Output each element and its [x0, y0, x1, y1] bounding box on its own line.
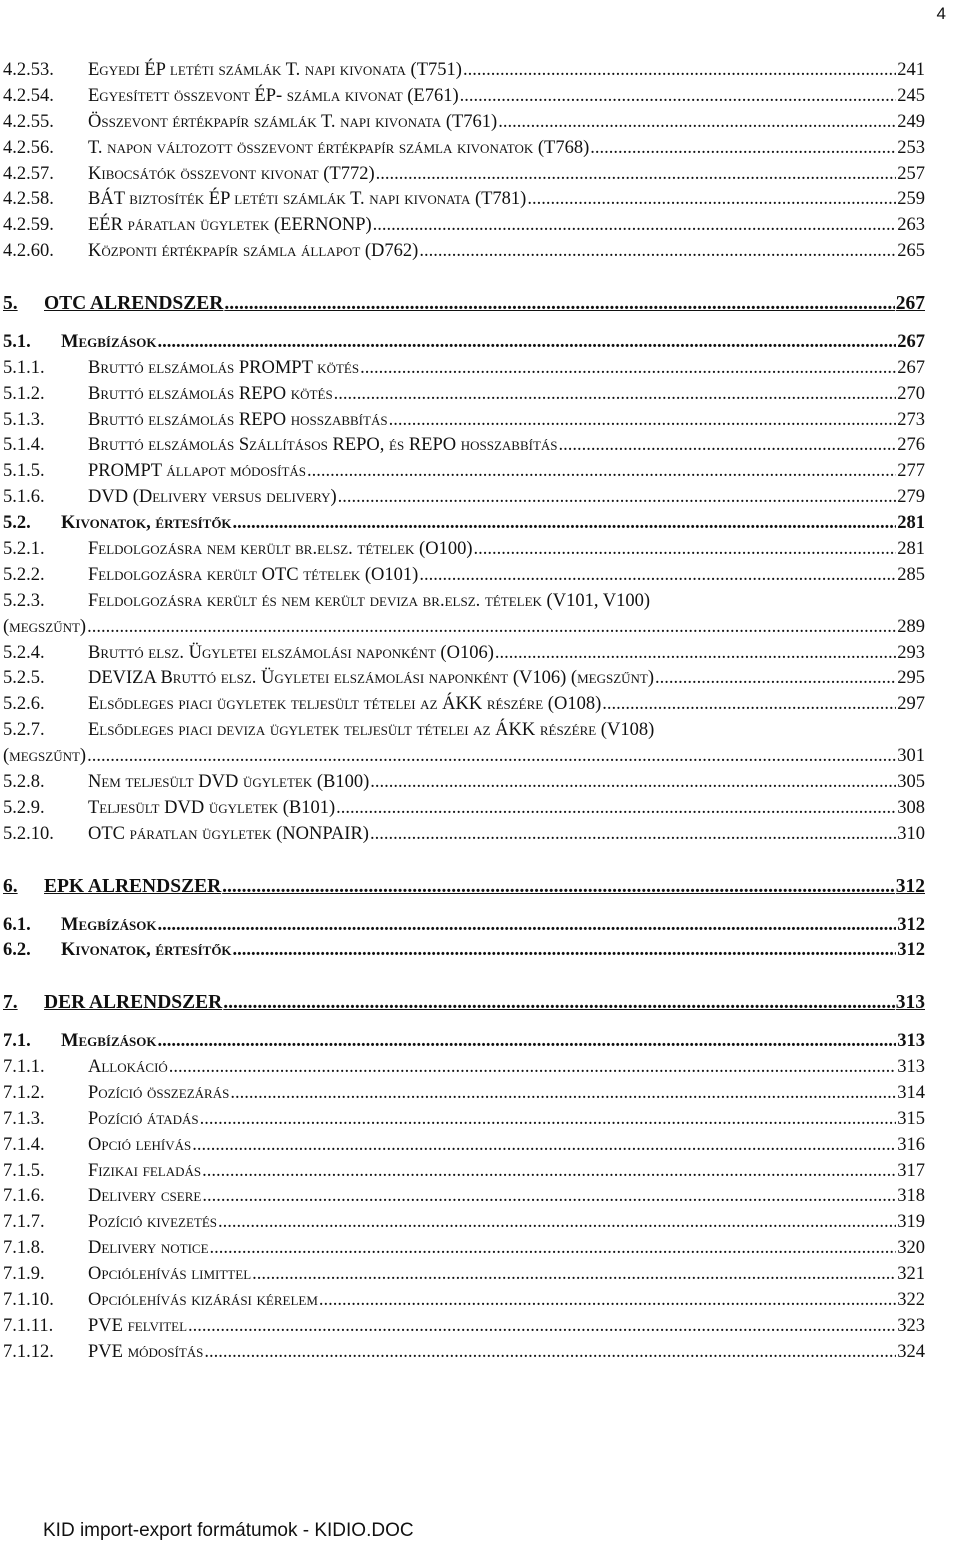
- toc-entry-title: Bruttó elszámolás PROMPT kötés: [88, 357, 360, 378]
- toc-entry-page: 267: [897, 331, 925, 352]
- toc-entry-number: 4.2.56.: [3, 137, 54, 158]
- toc-entry[interactable]: [3, 874, 925, 900]
- toc-entry-number: 5.: [3, 293, 18, 315]
- toc-entry-page: 319: [897, 1212, 925, 1233]
- toc-entry-title: Megbízások: [61, 914, 157, 935]
- toc-entry-number: 7.1.11.: [3, 1315, 54, 1336]
- toc-entry[interactable]: [3, 1210, 925, 1236]
- toc-entry[interactable]: [3, 1081, 925, 1107]
- toc-entry-page: 270: [897, 383, 925, 404]
- toc-spacer: [3, 265, 925, 291]
- toc-dot-leader: [590, 136, 896, 162]
- toc-entry-title: DEVIZA Bruttó elsz. Ügyletei elszámolási naponként (V106) (megszűnt): [88, 668, 655, 689]
- toc-entry[interactable]: [3, 162, 925, 188]
- toc-dot-leader: [336, 796, 896, 822]
- toc-entry[interactable]: [3, 485, 925, 511]
- toc-dot-leader: [307, 459, 896, 485]
- toc-entry-title: Elsődleges piaci ügyletek teljesült tételei az ÁKK részére (O108): [88, 694, 602, 715]
- toc-entry-number: 5.1.6.: [3, 487, 45, 508]
- toc-entry-page: 312: [897, 940, 925, 961]
- toc-dot-leader: [223, 990, 894, 1016]
- toc-entry-title: Opciólehívás limittel: [88, 1264, 252, 1285]
- toc-entry-page: 324: [897, 1341, 925, 1362]
- toc-entry-title: Delivery notice: [88, 1238, 209, 1259]
- toc-entry[interactable]: [3, 213, 925, 239]
- toc-entry-title: Megbízások: [61, 1031, 157, 1052]
- toc-entry-page: 321: [897, 1264, 925, 1285]
- toc-dot-leader: [252, 1262, 896, 1288]
- toc-entry-page: 313: [897, 1031, 925, 1052]
- toc-entry-number: 4.2.58.: [3, 189, 54, 210]
- toc-dot-leader: [655, 666, 896, 692]
- toc-entry[interactable]: [3, 1314, 925, 1340]
- toc-dot-leader: [218, 1210, 896, 1236]
- toc-entry-page: 293: [897, 642, 925, 663]
- toc-dot-leader: [202, 1159, 896, 1185]
- toc-entry-title: Fizikai feladás: [88, 1160, 202, 1181]
- toc-entry[interactable]: [3, 110, 925, 136]
- toc-entry-number: 7.1.2.: [3, 1082, 45, 1103]
- toc-entry-page: 267: [897, 357, 925, 378]
- toc-entry-number: 6.2.: [3, 940, 31, 961]
- toc-entry-page: 285: [897, 564, 925, 585]
- toc-dot-leader: [376, 162, 897, 188]
- toc-entry-title: DVD (Delivery versus delivery): [88, 487, 337, 508]
- toc-entry-title: Delivery csere: [88, 1186, 202, 1207]
- toc-entry-page: 313: [895, 992, 925, 1014]
- toc-entry[interactable]: [3, 356, 925, 382]
- toc-entry[interactable]: [3, 913, 925, 939]
- toc-entry-title: PVE felvitel: [88, 1315, 188, 1336]
- toc-entry-number: 7.1.8.: [3, 1238, 45, 1259]
- toc-entry-title: Bruttó elszámolás REPO kötés: [88, 383, 333, 404]
- toc-entry[interactable]: [3, 1107, 925, 1133]
- toc-entry-title: Feldolgozásra került OTC tételek (O101): [88, 564, 419, 585]
- toc-entry-page: 322: [897, 1289, 925, 1310]
- toc-entry-continuation[interactable]: [3, 615, 925, 641]
- toc-spacer: [3, 900, 925, 913]
- toc-entry-number: 6.1.: [3, 914, 31, 935]
- toc-dot-leader: [370, 770, 896, 796]
- toc-entry-page: 323: [897, 1315, 925, 1336]
- toc-entry[interactable]: [3, 990, 925, 1016]
- toc-entry-page: 289: [897, 616, 925, 637]
- toc-entry-title: Feldolgozásra nem került br.elsz. tételek (O100): [88, 539, 473, 560]
- toc-dot-leader: [192, 1133, 896, 1159]
- toc-entry-title: BÁT biztosíték ÉP letéti számlák T. napi kivonata (T781): [88, 189, 527, 210]
- toc-entry[interactable]: [3, 938, 925, 964]
- toc-entry-page: 257: [897, 163, 925, 184]
- table-of-contents: [3, 58, 925, 1366]
- toc-entry-number: 7.1.10.: [3, 1289, 54, 1310]
- toc-spacer: [3, 317, 925, 330]
- toc-entry-page: 308: [897, 797, 925, 818]
- toc-entry-title: Kivonatok, értesítők: [61, 513, 232, 534]
- toc-entry-title: EPK ALRENDSZER: [44, 875, 222, 897]
- toc-dot-leader: [498, 110, 896, 136]
- toc-entry-number: 5.2.6.: [3, 694, 45, 715]
- toc-entry-title: Teljesült DVD ügyletek (B101): [88, 797, 336, 818]
- toc-dot-leader: [473, 537, 896, 563]
- toc-entry-page: 295: [897, 668, 925, 689]
- toc-entry-number: 5.2.8.: [3, 772, 45, 793]
- toc-entry-title: Pozíció összezárás: [88, 1082, 230, 1103]
- toc-dot-leader: [233, 511, 897, 537]
- toc-entry-number: 7.1.: [3, 1031, 31, 1052]
- toc-entry-page: 259: [897, 189, 925, 210]
- toc-entry-title: Nem teljesült DVD ügyletek (B100): [88, 772, 370, 793]
- toc-entry-page: 241: [897, 60, 925, 80]
- toc-entry-title: Egyedi ÉP letéti számlák T. napi kivonata (T751): [88, 60, 462, 80]
- toc-entry-number: 7.1.5.: [3, 1160, 45, 1181]
- toc-entry-title: Allokáció: [88, 1056, 168, 1077]
- toc-entry-title: Megbízások: [61, 331, 157, 352]
- toc-entry-number: 5.2.2.: [3, 564, 45, 585]
- toc-dot-leader: [460, 84, 897, 110]
- toc-entry[interactable]: [3, 641, 925, 667]
- toc-entry-number: 5.1.: [3, 331, 31, 352]
- toc-entry-number: 7.1.9.: [3, 1264, 45, 1285]
- toc-entry-title: Pozíció átadás: [88, 1108, 199, 1129]
- toc-entry-title: Kivonatok, értesítők: [61, 940, 232, 961]
- toc-entry-number: 5.2.7.: [3, 720, 45, 741]
- toc-entry-title-continuation: (megszűnt): [3, 746, 87, 767]
- toc-entry-page: 267: [895, 293, 925, 315]
- toc-dot-leader: [334, 382, 897, 408]
- toc-entry[interactable]: [3, 1236, 925, 1262]
- toc-entry[interactable]: [3, 511, 925, 537]
- toc-dot-leader: [373, 213, 897, 239]
- toc-entry-page: 316: [897, 1134, 925, 1155]
- toc-entry-title: Opciólehívás kizárási kérelem: [88, 1289, 318, 1310]
- toc-entry[interactable]: [3, 537, 925, 563]
- toc-entry-number: 5.2.1.: [3, 539, 45, 560]
- toc-entry-page: 314: [897, 1082, 925, 1103]
- toc-dot-leader: [233, 938, 897, 964]
- toc-entry[interactable]: [3, 1184, 925, 1210]
- toc-entry-number: 7.: [3, 992, 18, 1014]
- toc-entry-number: 5.2.9.: [3, 797, 45, 818]
- toc-entry[interactable]: [3, 459, 925, 485]
- toc-entry[interactable]: [3, 136, 925, 162]
- toc-entry-number: 7.1.7.: [3, 1212, 45, 1233]
- toc-dot-leader: [230, 1081, 896, 1107]
- toc-spacer: [3, 848, 925, 874]
- page-number: 4: [936, 4, 946, 23]
- toc-entry[interactable]: [3, 1055, 925, 1081]
- toc-entry-title: PROMPT állapot módosítás: [88, 461, 307, 482]
- toc-entry[interactable]: [3, 1029, 925, 1055]
- toc-dot-leader: [158, 1029, 897, 1055]
- toc-entry[interactable]: [3, 1262, 925, 1288]
- toc-entry-number: 5.1.4.: [3, 435, 45, 456]
- toc-entry-page: 245: [897, 85, 925, 106]
- toc-dot-leader: [370, 822, 896, 848]
- toc-entry-title: OTC páratlan ügyletek (NONPAIR): [88, 823, 369, 844]
- toc-entry[interactable]: [3, 563, 925, 589]
- toc-entry-number: 7.1.12.: [3, 1341, 54, 1362]
- toc-entry-number: 7.1.1.: [3, 1056, 45, 1077]
- toc-entry[interactable]: [3, 433, 925, 459]
- toc-entry[interactable]: [3, 770, 925, 796]
- toc-dot-leader: [602, 692, 896, 718]
- toc-dot-leader: [389, 408, 897, 434]
- toc-entry-number: 5.2.5.: [3, 668, 45, 689]
- toc-entry-page: 281: [897, 539, 925, 560]
- toc-dot-leader: [158, 330, 897, 356]
- toc-dot-leader: [495, 641, 896, 667]
- toc-entry-number: 4.2.59.: [3, 215, 54, 236]
- page-footer: KID import-export formátumok - KIDIO.DOC: [43, 1520, 414, 1541]
- toc-entry-number: 4.2.54.: [3, 85, 54, 106]
- toc-dot-leader: [360, 356, 896, 382]
- toc-entry-title-continuation: (megszűnt): [3, 616, 87, 637]
- toc-entry[interactable]: [3, 382, 925, 408]
- toc-dot-leader: [204, 1340, 896, 1366]
- toc-entry[interactable]: [3, 1288, 925, 1314]
- toc-entry-page: 315: [897, 1108, 925, 1129]
- toc-entry-page: 312: [895, 875, 925, 897]
- toc-dot-leader: [202, 1184, 896, 1210]
- toc-entry-title: T. napon változott összevont értékpapír számla kivonatok (T768): [88, 137, 590, 158]
- toc-spacer: [3, 1016, 925, 1029]
- toc-entry[interactable]: [3, 408, 925, 434]
- toc-dot-leader: [463, 58, 896, 84]
- toc-entry-number: 7.1.6.: [3, 1186, 45, 1207]
- toc-entry-page: 310: [897, 823, 925, 844]
- toc-entry-number: 4.2.53.: [3, 60, 54, 80]
- toc-entry-number: 7.1.4.: [3, 1134, 45, 1155]
- toc-entry-number: 4.2.60.: [3, 241, 54, 262]
- toc-entry-page: 277: [897, 461, 925, 482]
- toc-entry-page: 253: [897, 137, 925, 158]
- toc-entry-page: 265: [897, 241, 925, 262]
- toc-entry-title: Opció lehívás: [88, 1134, 192, 1155]
- toc-entry[interactable]: [3, 666, 925, 692]
- toc-entry-page: 281: [897, 513, 925, 534]
- toc-entry-title: Bruttó elszámolás Szállításos REPO, és REPO hosszabbítás: [88, 435, 558, 456]
- toc-entry[interactable]: [3, 187, 925, 213]
- toc-entry-number: 5.2.3.: [3, 590, 45, 611]
- toc-entry-title: Összevont értékpapír számlák T. napi kivonata (T761): [88, 111, 498, 132]
- toc-dot-leader: [188, 1314, 896, 1340]
- toc-entry-title: PVE módosítás: [88, 1341, 204, 1362]
- toc-dot-leader: [419, 239, 896, 265]
- toc-entry-title: Bruttó elszámolás REPO hosszabbítás: [88, 409, 388, 430]
- toc-entry-page: 297: [897, 694, 925, 715]
- toc-entry-page: 317: [897, 1160, 925, 1181]
- toc-entry-title: Feldolgozásra került és nem került deviza br.elsz. tételek (V101, V100): [88, 590, 651, 611]
- toc-entry-page: 301: [897, 746, 925, 767]
- toc-entry-page: 279: [897, 487, 925, 508]
- toc-dot-leader: [559, 433, 897, 459]
- toc-dot-leader: [87, 615, 896, 641]
- toc-entry-page: 312: [897, 914, 925, 935]
- toc-entry[interactable]: [3, 84, 925, 110]
- toc-entry-title: EÉR páratlan ügyletek (EERNONP): [88, 215, 372, 236]
- toc-dot-leader: [527, 187, 896, 213]
- toc-entry[interactable]: [3, 58, 925, 84]
- toc-entry-page: 305: [897, 772, 925, 793]
- toc-entry-number: 5.2.10.: [3, 823, 54, 844]
- toc-entry-number: 5.1.1.: [3, 357, 45, 378]
- toc-entry[interactable]: [3, 589, 925, 615]
- toc-entry-title: Központi értékpapír számla állapot (D762): [88, 241, 419, 262]
- toc-dot-leader: [210, 1236, 897, 1262]
- toc-entry-title: Kibocsátók összevont kivonat (T772): [88, 163, 375, 184]
- toc-dot-leader: [338, 485, 897, 511]
- toc-entry-number: 4.2.55.: [3, 111, 54, 132]
- toc-entry[interactable]: [3, 1159, 925, 1185]
- toc-entry-title: Elsődleges piaci deviza ügyletek teljesült tételei az ÁKK részére (V108): [88, 720, 655, 741]
- toc-entry[interactable]: [3, 692, 925, 718]
- toc-entry-number: 7.1.3.: [3, 1108, 45, 1129]
- toc-entry-page: 273: [897, 409, 925, 430]
- toc-entry-title: Bruttó elsz. Ügyletei elszámolási naponként (O106): [88, 642, 494, 663]
- toc-entry-title: DER ALRENDSZER: [44, 992, 223, 1014]
- toc-entry-page: 313: [897, 1056, 925, 1077]
- toc-dot-leader: [158, 913, 897, 939]
- toc-entry[interactable]: [3, 796, 925, 822]
- toc-entry-page: 263: [897, 215, 925, 236]
- toc-dot-leader: [419, 563, 896, 589]
- toc-dot-leader: [87, 744, 896, 770]
- toc-entry-title: OTC ALRENDSZER: [44, 293, 224, 315]
- toc-entry-continuation[interactable]: [3, 744, 925, 770]
- toc-entry[interactable]: [3, 1133, 925, 1159]
- toc-entry[interactable]: [3, 1340, 925, 1366]
- toc-dot-leader: [200, 1107, 897, 1133]
- toc-entry-number: 6.: [3, 875, 18, 897]
- toc-entry-title: Pozíció kivezetés: [88, 1212, 218, 1233]
- toc-entry-number: 5.2.4.: [3, 642, 45, 663]
- toc-entry-number: 5.1.3.: [3, 409, 45, 430]
- toc-entry-number: 4.2.57.: [3, 163, 54, 184]
- toc-entry[interactable]: [3, 330, 925, 356]
- toc-dot-leader: [224, 291, 894, 317]
- toc-dot-leader: [169, 1055, 896, 1081]
- toc-entry-number: 5.2.: [3, 513, 31, 534]
- toc-entry-title: Egyesített összevont ÉP- számla kivonat (E761): [88, 85, 459, 106]
- toc-dot-leader: [319, 1288, 896, 1314]
- toc-entry[interactable]: [3, 291, 925, 317]
- toc-dot-leader: [222, 874, 895, 900]
- toc-spacer: [3, 964, 925, 990]
- toc-entry-page: 276: [897, 435, 925, 456]
- toc-entry[interactable]: [3, 718, 925, 744]
- toc-entry-number: 5.1.2.: [3, 383, 45, 404]
- toc-entry[interactable]: [3, 822, 925, 848]
- toc-entry-page: 249: [897, 111, 925, 132]
- toc-entry-number: 5.1.5.: [3, 461, 45, 482]
- toc-entry[interactable]: [3, 239, 925, 265]
- toc-entry-page: 320: [897, 1238, 925, 1259]
- toc-entry-page: 318: [897, 1186, 925, 1207]
